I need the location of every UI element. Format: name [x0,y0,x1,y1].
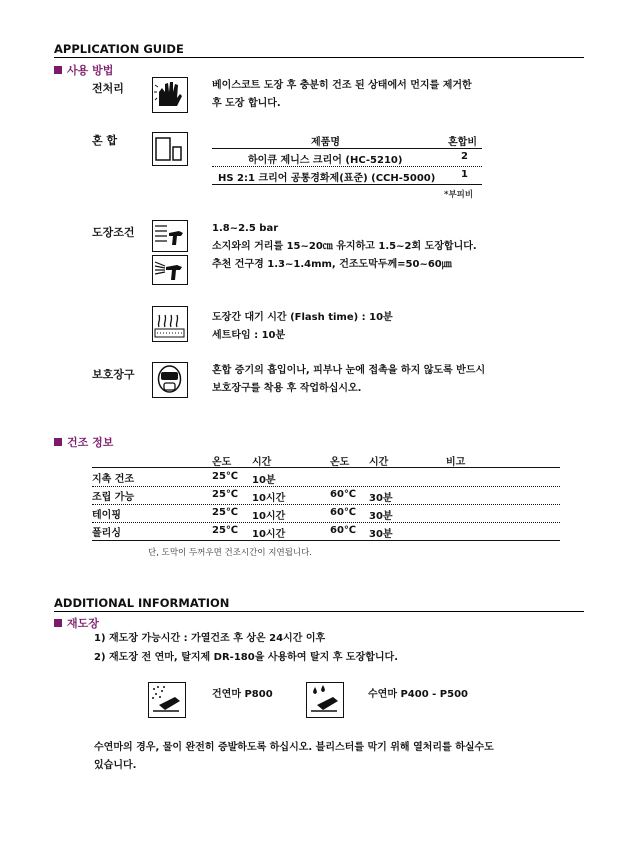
pretreat-line1: 베이스코트 도장 후 충분히 건조 된 상태에서 먼지를 제거한 [212,80,472,91]
additional-note-line2: 있습니다. [94,760,137,771]
spray-gun-nozzle-icon [152,255,188,285]
drying-header-note: 비고 [446,457,466,468]
drying-row-4-time2: 30분 [369,529,393,540]
spray-gun-distance-icon [152,220,188,252]
mix-bottom-rule [212,184,482,185]
drying-row-4-name: 폴리싱 [92,528,121,539]
protective-mask-icon [152,362,188,398]
application-guide-title: APPLICATION GUIDE [54,42,184,56]
protect-label: 보호장구 [92,368,135,381]
drying-row-1-temp1: 25℃ [212,471,239,482]
usage-subtitle: 사용 방법 [54,62,113,78]
wet-sanding-icon [306,682,344,718]
bullet-square-icon [54,438,62,446]
protect-line1: 혼합 증기의 흡입이나, 피부나 눈에 접촉을 하지 않도록 반드시 [212,365,486,376]
mix-row-2-ratio: 1 [461,169,468,180]
drying-footnote: 단, 도막이 두꺼우면 건조시간이 지연됩니다. [148,548,313,558]
drying-row-4-time1: 10시간 [252,529,286,540]
drying-row-2-time1: 10시간 [252,493,286,504]
drying-header-time2: 시간 [369,457,389,468]
mix-note: *부피비 [444,190,474,200]
mix-header-ratio: 혼합비 [448,137,477,148]
dry-sanding-label: 건연마 P800 [212,689,273,700]
conditions-label: 도장조건 [92,226,135,239]
mix-row-2-name: HS 2:1 크리어 공통경화제(표준) (CCH-5000) [218,173,436,184]
drying-header-temp2: 온도 [330,457,350,468]
drying-row-4-temp2: 60℃ [330,525,357,536]
mix-header-rule [212,148,482,149]
flash-time-evaporation-icon [152,306,188,342]
drying-row-2-time2: 30분 [369,493,393,504]
drying-row-3-time2: 30분 [369,511,393,522]
mix-row-rule [212,166,482,167]
drying-bottom-rule [92,540,560,541]
drying-row-rule [92,522,560,523]
cleaning-hand-icon [152,77,188,113]
mixing-cup-icon [152,132,188,166]
drying-header-rule [92,467,560,468]
drying-row-3-temp1: 25℃ [212,507,239,518]
drying-subtitle: 건조 정보 [54,434,113,450]
pretreat-label: 전처리 [92,82,124,95]
wet-sanding-label: 수연마 P400 - P500 [368,689,468,700]
drying-row-1-time1: 10분 [252,475,276,486]
conditions-line2: 소지와의 거리를 15~20㎝ 유지하고 1.5~2회 도장합니다. [212,241,477,252]
drying-header-temp1: 온도 [212,457,232,468]
additional-info-title: ADDITIONAL INFORMATION [54,596,230,610]
dry-sanding-icon [148,682,186,718]
drying-row-2-temp1: 25℃ [212,489,239,500]
conditions-line3: 추천 건구경 1.3~1.4mm, 건조도막두께=50~60㎛ [212,259,452,270]
drying-row-rule [92,504,560,505]
drying-row-rule [92,486,560,487]
recoat-item-2: 2) 재도장 전 연마, 탈지제 DR-180을 사용하여 탈지 후 도장합니다. [94,652,399,663]
mix-row-1-ratio: 2 [461,151,468,162]
pretreat-line2: 후 도장 합니다. [212,98,281,109]
recoat-item-1: 1) 재도장 가능시간 : 가열건조 후 상온 24시간 이후 [94,633,326,644]
bullet-square-icon [54,66,62,74]
drying-row-4-temp1: 25℃ [212,525,239,536]
mix-header-product: 제품명 [311,137,340,148]
conditions-line1: 1.8~2.5 bar [212,223,279,234]
mix-label: 혼 합 [92,134,118,147]
drying-row-3-temp2: 60℃ [330,507,357,518]
additional-note-line1: 수연마의 경우, 물이 완전히 증발하도록 하십시오. 블리스터를 막기 위해 열처리를 하실수도 [94,742,494,753]
protect-line2: 보호장구를 착용 후 작업하십시오. [212,383,362,394]
bullet-square-icon [54,619,62,627]
drying-header-time1: 시간 [252,457,272,468]
drying-row-2-temp2: 60℃ [330,489,357,500]
drying-row-3-time1: 10시간 [252,511,286,522]
recoat-subtitle: 재도장 [54,615,99,631]
flash-line1: 도장간 대기 시간 (Flash time) : 10분 [212,312,393,323]
flash-line2: 세트타임 : 10분 [212,330,286,341]
divider [54,57,584,58]
drying-row-3-name: 테이핑 [92,510,121,521]
drying-row-1-name: 지촉 건조 [92,474,135,485]
drying-row-2-name: 조립 가능 [92,492,135,503]
mix-row-1-name: 하이큐 제니스 크리어 (HC-5210) [248,155,403,166]
divider [54,611,584,612]
